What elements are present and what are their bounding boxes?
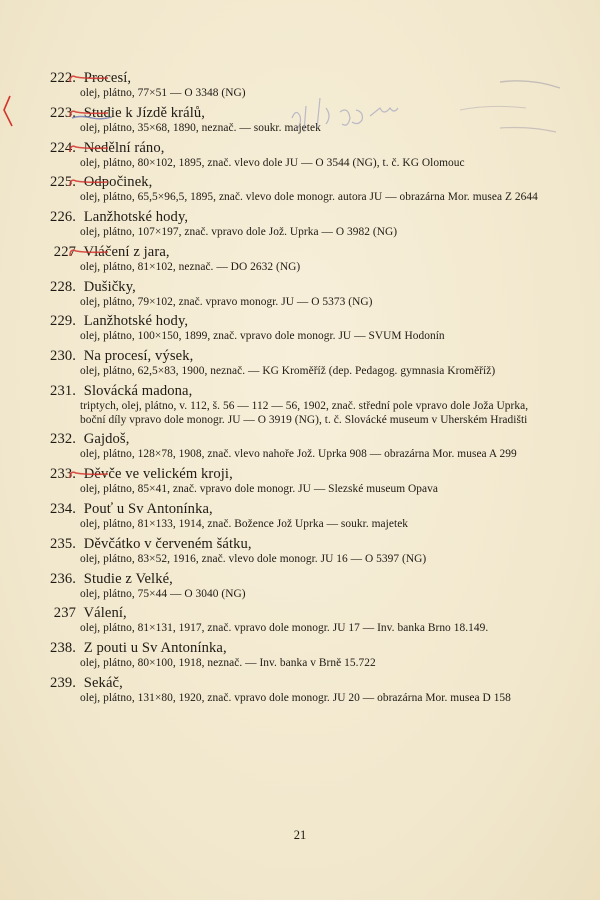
- entry-details: olej, plátno, 80×102, 1895, znač. vlevo dole JU — O 3544 (NG), t. č. KG Olomouc: [80, 156, 465, 169]
- entry-title: Lanžhotské hody,: [83, 209, 189, 226]
- entry-number: 232.: [50, 431, 76, 448]
- entry-number: 236.: [50, 570, 76, 587]
- catalog-entry: [36, 313, 556, 344]
- entry-title: Slovácká madona,: [83, 383, 193, 400]
- entry-heading: [36, 466, 556, 483]
- entry-number: 223.: [50, 104, 76, 121]
- entry-details: olej, plátno, 100×150, 1899, znač. vpravo dole monogr. JU — SVUM Hodonín: [80, 330, 445, 343]
- entry-heading: [36, 140, 556, 157]
- entry-number: 234.: [50, 500, 76, 517]
- catalog-entry: [36, 383, 556, 427]
- catalog-entry: [36, 70, 556, 101]
- entry-heading: [36, 105, 556, 122]
- entry-number: 233.: [50, 466, 76, 483]
- entry-details: olej, plátno, 81×102, neznač. — DO 2632 (NG): [80, 260, 301, 273]
- entry-number: 222.: [50, 70, 76, 86]
- entry-number: 229.: [50, 313, 76, 330]
- entry-heading: [36, 279, 556, 296]
- entry-heading: [36, 640, 556, 657]
- entry-title: Sekáč,: [83, 674, 123, 691]
- entry-number: 238.: [50, 640, 76, 657]
- entry-heading: [36, 501, 556, 518]
- catalog-entry: [36, 640, 556, 671]
- entry-title: Odpočinek,: [83, 174, 153, 191]
- entry-details: olej, plátno, 80×100, 1918, neznač. — Inv. banka v Brně 15.722: [80, 657, 376, 670]
- entry-number: 235.: [50, 535, 76, 552]
- entry-number: 228.: [50, 278, 76, 295]
- catalog-entry: [36, 571, 556, 602]
- entry-heading: [36, 244, 556, 261]
- entry-number: 231.: [50, 383, 76, 400]
- entry-number: 230.: [50, 348, 76, 365]
- catalog-entry: [36, 279, 556, 310]
- entry-title: Gajdoš,: [83, 431, 130, 448]
- entry-title: Nedělní ráno,: [83, 139, 165, 156]
- entry-details: olej, plátno, 81×131, 1917, znač. vpravo dole monogr. JU 17 — Inv. banka Brno 18.149.: [80, 622, 489, 635]
- entry-title: Na procesí, výsek,: [83, 348, 194, 365]
- entry-heading: [36, 383, 556, 400]
- entry-heading: [36, 571, 556, 588]
- entry-title: Pouť u Sv Antonínka,: [83, 500, 213, 517]
- entry-details: olej, plátno, 62,5×83, 1900, neznač. — KG Kroměříž (dep. Pedagog. gymnasia Kroměříž): [80, 365, 496, 378]
- entry-title: Válení,: [83, 605, 127, 622]
- catalog-entry: [36, 209, 556, 240]
- entry-heading: [36, 209, 556, 226]
- entry-heading: [36, 675, 556, 692]
- entry-details: olej, plátno, 131×80, 1920, znač. vpravo dole monogr. JU 20 — obrazárna Mor. musea D 158: [80, 691, 511, 704]
- catalog-entry: [36, 348, 556, 379]
- entry-heading: [36, 431, 556, 448]
- catalog-entry: [36, 431, 556, 462]
- entry-title: Děvče ve velickém kroji,: [83, 466, 233, 483]
- entry-details: olej, plátno, 85×41, znač. vpravo dole monogr. JU — Slezské museum Opava: [80, 483, 438, 496]
- page-number: 21: [293, 828, 307, 842]
- entry-heading: [36, 313, 556, 330]
- entry-details: olej, plátno, 77×51 — O 3348 (NG): [80, 87, 246, 99]
- entry-details: olej, plátno, 75×44 — O 3040 (NG): [80, 587, 246, 600]
- entry-heading: [36, 536, 556, 553]
- entry-details: olej, plátno, 83×52, 1916, znač. vlevo dole monogr. JU 16 — O 5397 (NG): [80, 552, 427, 565]
- entry-details: olej, plátno, 128×78, 1908, znač. vlevo nahoře Jož. Uprka 908 — obrazárna Mor. musea A 299: [80, 448, 517, 461]
- entry-number: 237: [53, 605, 76, 622]
- entry-heading: [36, 174, 556, 191]
- entry-number: 225.: [50, 174, 76, 191]
- entry-number: 226.: [50, 209, 76, 226]
- entry-title: Studie k Jízdě králů,: [83, 104, 206, 121]
- entry-title: Lanžhotské hody,: [83, 313, 189, 330]
- entry-heading: [36, 605, 556, 622]
- catalog-entry: [36, 140, 556, 171]
- entry-title: Z pouti u Sv Antonínka,: [83, 640, 227, 657]
- entry-title: Vláčení z jara,: [83, 243, 170, 260]
- entry-number: 239.: [50, 674, 76, 691]
- entry-title: Studie z Velké,: [83, 570, 173, 587]
- entry-details: olej, plátno, 65,5×96,5, 1895, znač. vlevo dole monogr. autora JU — obrazárna Mor. musea Z 2644: [80, 191, 538, 204]
- entry-details: olej, plátno, 81×133, 1914, znač. Božence Jož Uprka — soukr. majetek: [80, 517, 409, 530]
- catalog-entry: [36, 105, 556, 136]
- entry-details: olej, plátno, 35×68, 1890, neznač. — soukr. majetek: [80, 121, 321, 134]
- catalog-entry: [36, 244, 556, 275]
- catalog-entry: [36, 605, 556, 636]
- margin-bracket-mark: [4, 96, 12, 126]
- entry-title: Děvčátko v červeném šátku,: [83, 535, 252, 552]
- catalog-entry: [36, 536, 556, 567]
- catalog-entry: [36, 675, 556, 706]
- entry-details: olej, plátno, 107×197, znač. vpravo dole Jož. Uprka — O 3982 (NG): [80, 226, 398, 239]
- catalog-list: [36, 70, 556, 710]
- catalog-entry: [36, 466, 556, 497]
- entry-heading: [36, 70, 556, 87]
- catalog-entry: [36, 174, 556, 205]
- catalog-entry: [36, 501, 556, 532]
- entry-number: 224.: [50, 139, 76, 156]
- entry-details: triptych, olej, plátno, v. 112, š. 56 — 112 — 56, 1902, znač. střední pole vpravo dole Joža Uprka, boční díly vpravo dole monogr. JU — O 3919 (NG), t. č. Slovácké museum v Uherském Hradišti: [80, 400, 529, 426]
- entry-details: olej, plátno, 79×102, znač. vpravo monogr. JU — O 5373 (NG): [80, 295, 373, 308]
- entry-heading: [36, 348, 556, 365]
- entry-number: 227: [53, 243, 76, 260]
- entry-title: Dušičky,: [83, 278, 136, 295]
- entry-title: Procesí,: [83, 70, 132, 86]
